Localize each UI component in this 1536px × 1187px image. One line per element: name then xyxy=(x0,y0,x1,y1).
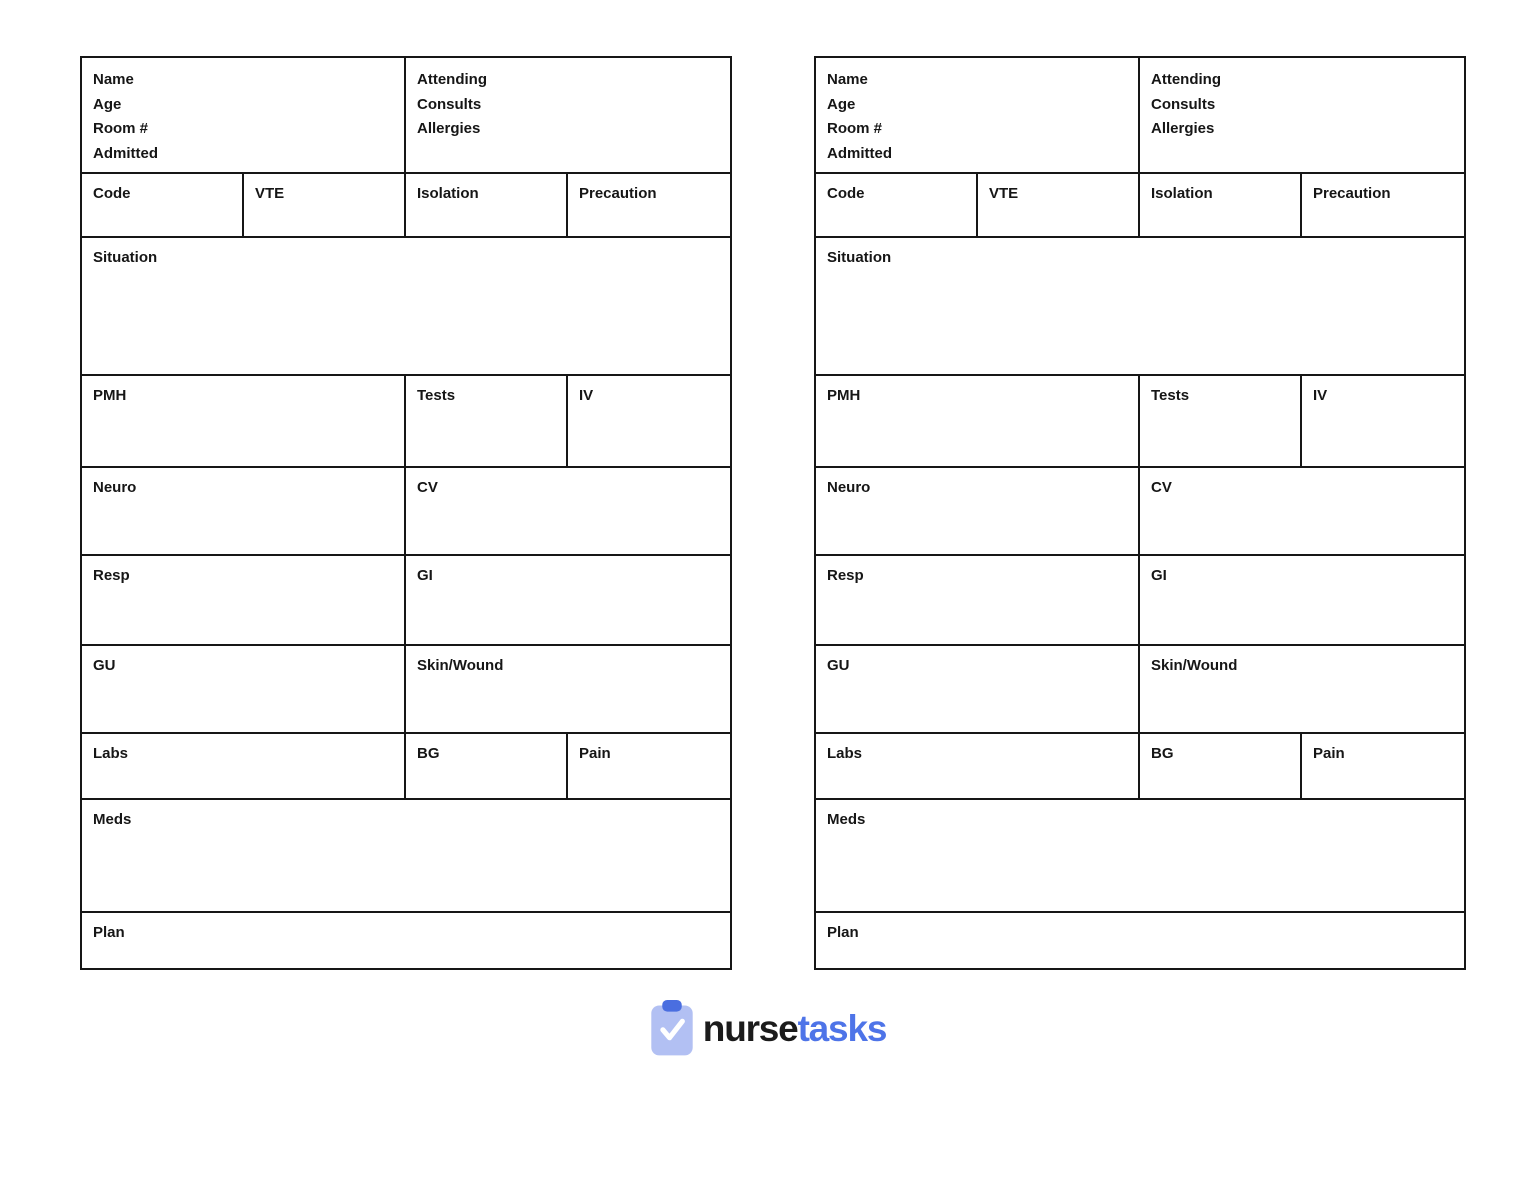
label-bg: BG xyxy=(1151,745,1174,762)
label-gu: GU xyxy=(93,657,116,674)
label-allergies: Allergies xyxy=(1151,120,1215,137)
label-cv: CV xyxy=(1151,479,1172,496)
label-gu: GU xyxy=(827,657,850,674)
cell-patient-info xyxy=(816,58,1140,172)
cell-precaution xyxy=(568,174,730,236)
pmh-row xyxy=(82,376,730,468)
label-age: Age xyxy=(93,95,122,113)
cell-bg xyxy=(1140,734,1302,798)
label-pain: Pain xyxy=(1313,745,1345,762)
meds-row xyxy=(82,800,730,913)
label-skin-wound: Skin/Wound xyxy=(1151,657,1238,674)
cell-plan xyxy=(816,913,1464,968)
cell-code xyxy=(82,174,244,236)
label-situation: Situation xyxy=(827,249,892,266)
clipboard-check-icon xyxy=(650,1000,694,1056)
label-room: Room # xyxy=(827,120,883,137)
label-vte: VTE xyxy=(255,185,285,202)
nursetasks-logo xyxy=(0,995,1536,1061)
cell-labs xyxy=(82,734,406,798)
cell-gi xyxy=(406,556,730,644)
label-tests: Tests xyxy=(417,387,456,404)
cell-iv xyxy=(568,376,730,466)
label-situation: Situation xyxy=(93,249,158,266)
cell-pain xyxy=(1302,734,1464,798)
cell-care-team xyxy=(406,58,730,172)
meds-row xyxy=(816,800,1464,913)
label-precaution: Precaution xyxy=(579,185,657,202)
status-row xyxy=(82,174,730,238)
cell-resp xyxy=(82,556,406,644)
cell-skin-wound xyxy=(406,646,730,732)
label-room: Room # xyxy=(93,120,149,137)
label-resp: Resp xyxy=(827,567,864,584)
neuro-row xyxy=(82,468,730,556)
header-row xyxy=(82,58,730,174)
label-iv: IV xyxy=(579,387,594,404)
cell-vte xyxy=(978,174,1140,236)
cell-meds xyxy=(816,800,1464,911)
label-pain: Pain xyxy=(579,745,611,762)
cell-isolation xyxy=(1140,174,1302,236)
cell-gu xyxy=(82,646,406,732)
status-row xyxy=(816,174,1464,238)
label-neuro: Neuro xyxy=(827,479,871,496)
label-code: Code xyxy=(827,185,865,202)
brand-wordmark xyxy=(702,1007,887,1049)
label-meds: Meds xyxy=(93,811,132,828)
cell-pmh xyxy=(816,376,1140,466)
cell-isolation xyxy=(406,174,568,236)
cell-neuro xyxy=(816,468,1140,554)
label-tests: Tests xyxy=(1151,387,1190,404)
cell-labs xyxy=(816,734,1140,798)
label-vte: VTE xyxy=(989,185,1019,202)
label-bg: BG xyxy=(417,745,440,762)
cell-tests xyxy=(1140,376,1302,466)
label-skin-wound: Skin/Wound xyxy=(417,657,504,674)
cell-cv xyxy=(1140,468,1464,554)
cell-bg xyxy=(406,734,568,798)
brand-nurse: nurse xyxy=(702,1007,798,1049)
label-consults: Consults xyxy=(417,95,482,113)
situation-row xyxy=(82,238,730,376)
label-plan: Plan xyxy=(827,924,859,941)
cell-situation xyxy=(816,238,1464,374)
cell-meds xyxy=(82,800,730,911)
label-pmh: PMH xyxy=(827,387,861,404)
cell-pmh xyxy=(82,376,406,466)
plan-row xyxy=(82,913,730,968)
cell-iv xyxy=(1302,376,1464,466)
label-labs: Labs xyxy=(827,745,863,762)
label-gi: GI xyxy=(417,567,433,584)
label-name: Name xyxy=(93,71,134,88)
cell-neuro xyxy=(82,468,406,554)
cell-tests xyxy=(406,376,568,466)
label-plan: Plan xyxy=(93,924,125,941)
pmh-row xyxy=(816,376,1464,468)
label-attending: Attending xyxy=(417,71,487,88)
header-row xyxy=(816,58,1464,174)
label-neuro: Neuro xyxy=(93,479,137,496)
label-admitted: Admitted xyxy=(93,144,158,162)
label-admitted: Admitted xyxy=(827,144,892,162)
label-name: Name xyxy=(827,71,868,88)
label-allergies: Allergies xyxy=(417,120,481,137)
label-attending: Attending xyxy=(1151,71,1221,88)
report-sheet-left xyxy=(80,56,732,970)
neuro-row xyxy=(816,468,1464,556)
label-precaution: Precaution xyxy=(1313,185,1391,202)
label-consults: Consults xyxy=(1151,95,1216,113)
labs-row xyxy=(816,734,1464,800)
cell-care-team xyxy=(1140,58,1464,172)
label-isolation: Isolation xyxy=(1151,185,1213,202)
label-cv: CV xyxy=(417,479,438,496)
labs-row xyxy=(82,734,730,800)
label-gi: GI xyxy=(1151,567,1167,584)
label-age: Age xyxy=(827,95,856,113)
cell-precaution xyxy=(1302,174,1464,236)
cell-vte xyxy=(244,174,406,236)
report-sheet-right xyxy=(814,56,1466,970)
brand-tasks: tasks xyxy=(797,1007,887,1049)
resp-row xyxy=(82,556,730,646)
cell-skin-wound xyxy=(1140,646,1464,732)
label-code: Code xyxy=(93,185,131,202)
cell-pain xyxy=(568,734,730,798)
cell-gu xyxy=(816,646,1140,732)
gu-row xyxy=(816,646,1464,734)
cell-gi xyxy=(1140,556,1464,644)
situation-row xyxy=(816,238,1464,376)
cell-resp xyxy=(816,556,1140,644)
label-pmh: PMH xyxy=(93,387,127,404)
label-meds: Meds xyxy=(827,811,866,828)
label-resp: Resp xyxy=(93,567,130,584)
cell-plan xyxy=(82,913,730,968)
resp-row xyxy=(816,556,1464,646)
cell-cv xyxy=(406,468,730,554)
cell-code xyxy=(816,174,978,236)
plan-row xyxy=(816,913,1464,968)
cell-situation xyxy=(82,238,730,374)
label-iv: IV xyxy=(1313,387,1328,404)
label-labs: Labs xyxy=(93,745,129,762)
label-isolation: Isolation xyxy=(417,185,479,202)
cell-patient-info xyxy=(82,58,406,172)
gu-row xyxy=(82,646,730,734)
